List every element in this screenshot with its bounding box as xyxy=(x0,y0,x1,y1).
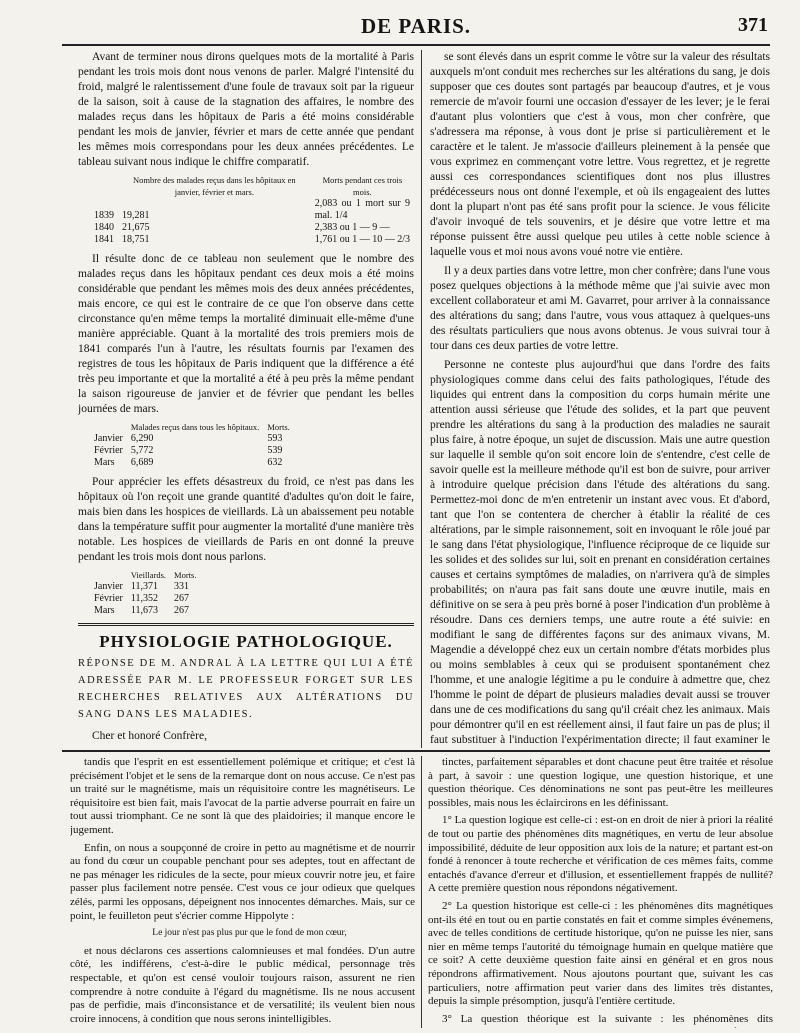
table-row: Janvier 6,290 593 xyxy=(94,433,283,444)
table-row: Mars 6,689 632 xyxy=(94,457,283,468)
elderly-table xyxy=(90,569,200,617)
table-row: Février 11,352 267 xyxy=(94,593,190,604)
feuilleton-rule xyxy=(62,750,770,752)
upper-right-column xyxy=(430,50,770,748)
upper-left-column xyxy=(78,50,414,748)
table-header: Morts. xyxy=(174,570,197,580)
paragraph: Il y a deux parties dans votre lettre, mon cher confrère; dans l'une vous posez quelques objections à la méthode même que j'ai suivie avec mon excellent collaborateur et ami M. Gavarret, pour arriver à la connaissance des altérations du sang; dans l'autre, vous vous attaquez à quelques-uns des résultats particuliers que nous avons obtenus. Je vous suivrai tour à tour dans ces deux parties de votre lettre. xyxy=(430,265,770,352)
paragraph: tandis que l'esprit en est essentiellement polémique et critique; et c'est là précisément l'objet et le sens de la remarque dont on nous accuse. Ce n'est pas un traité sur le magnétisme, mais un réquisitoire contre les magnétiseurs. Le réquisitoire est bien fait, mais l'avocat de la partie adverse pourrait en faire un tout aussi triomphant. Ce ne sont là que des plaidoiries; il manque encore le jugement. xyxy=(70,756,415,836)
section-title: PHYSIOLOGIE PATHOLOGIQUE. xyxy=(99,632,393,651)
running-header xyxy=(60,14,772,40)
paragraph: tinctes, parfaitement séparables et dont chacune peut être traitée et résolue à part, à savoir : une question logique, une question historique, et une question théorique. Ces dénominations ne sont pas peut-être les meilleures possibles, mais nous les éclaircirons en les définissant. xyxy=(428,756,773,809)
section-subtitle: RÉPONSE DE M. ANDRAL À LA LETTRE QUI LUI A ÉTÉ ADRESSÉE PAR M. LE PROFESSEUR FORGET SUR LES RECHERCHES RELATIVES AUX ALTÉRATIONS DU SANG DANS LES MALADIES. xyxy=(78,658,414,720)
paragraph: se sont élevés dans un esprit comme le vôtre sur la valeur des résultats auxquels m'ont conduit mes recherches sur les altérations du sang, je dois supposer que ces doutes sont partagés par beaucoup d'autres, et je vous remercie de m'avoir fourni une occasion d'essayer de les lever; je le ferai d'autant plus volontiers que c'est à vous, mon cher confrère, que s'adressera ma réponse, à vous dont je prise si particulièrement et le caractère et le talent. Je m'associe d'ailleurs pleinement à la pensée que vous exprimez en commençant votre lettre. Vous regrettez, et je regrette aussi ces correspondances scientifiques dont nos plus illustres prédécesseurs nous ont donné l'exemple, et où ils engageaient des luttes dont la plupart n'ont pas été sans profit pour la science. Je vous félicite d'avoir invoqué de tels souvenirs, et je désire que votre lettre et ma réponse puissent être aussi quelque peu utiles à cette noble science à laquelle vous et moi nous avons voué notre vie entière. xyxy=(430,51,770,258)
paragraph: 3° La question théorique est la suivante : les phénomènes dits xyxy=(442,1012,773,1025)
header-rule xyxy=(62,44,770,46)
table-header: Malades reçus dans tous les hôpitaux. xyxy=(130,422,260,432)
salutation: Cher et honoré Confrère, xyxy=(92,730,207,742)
table-header: Nombre des malades reçus dans les hôpitaux en janvier, février et mars. xyxy=(133,175,296,197)
paragraph: 1° La question logique est celle-ci : est-on en droit de nier à priori la réalité de tout ou partie des phénomènes dits magnétiques, en vertu de leur absolue impossibilité, déduite de leur opposition aux lois de la nature; et partant est-on fondé à renoncer à toute recherche et vérification de ces mêmes faits, comme entachés d'avance d'erreur et d'illusion, et essentiellement frappés de nullité? A cette première question nous répondons négativement. xyxy=(428,814,773,895)
paragraph: Enfin, on nous a soupçonné de croire in petto au magnétisme et de nourrir au fond du cœur un coupable penchant pour ses adeptes, tout en affectant de ne pas ménager les ridicules de la secte, pour mieux couvrir notre jeu, et faire passer plus facilement notre pensée. C'est vous ce jour odieux que quelques zélés, parmi les opposans, dépeignent nos innocentes démarches. Mais, sur ce point, le feuilleton peut s'écrier comme Hippolyte : xyxy=(70,841,415,922)
table-row: Mars 11,673 267 xyxy=(94,605,190,616)
paragraph: Pour apprécier les effets désastreux du froid, ce n'est pas dans les hôpitaux où l'on reçoit une grande quantité d'adultes qu'on doit le faire, mais bien dans les hospices de vieillards. Là un abaissement peu notable dans la température suffit pour augmenter la mortalité d'une manière très notable. Les hospices de vieillards de Paris en ont donné la preuve pendant les trois mois dont nous parlons. xyxy=(78,476,414,563)
page-number: 371 xyxy=(738,14,768,36)
verse-quote: Le jour n'est pas plus pur que le fond de mon cœur, xyxy=(152,928,347,939)
paragraph: Avant de terminer nous dirons quelques mots de la mortalité à Paris pendant les trois mois dont nous venons de parler. Malgré l'intensité du froid, malgré le ralentissement d'une foule de travaux soit par la rigueur de la saison, soit à cause de la stagnation des affaires, le nombre des malades reçus dans les hôpitaux de Paris a été moins considérable pendant les mois de janvier, février et mars de cette année que pendant les mêmes mois correspondans pour les deux années précédentes. Le tableau suivant nous indique le chiffre comparatif. xyxy=(78,51,414,168)
paragraph: et nous déclarons ces assertions calomnieuses et mal fondées. D'un autre côté, les indifférens, c'est-à-dire le public médical, personnage très respectable, et qu'on est censé vouloir toujours raison, assurent ne rien comprendre à notre conduite à l'égard du magnétisme. Ils ne nous accusent pas de perfidie, mais d'inconsistance et de versatilité; ils veulent bien nous croire innocens, à condition que nous serons inintelligibles. xyxy=(70,944,415,1025)
running-title: DE PARIS. xyxy=(360,14,472,38)
table-row: 1840 21,675 2,383 ou 1 — 9 — xyxy=(94,222,390,233)
table-row: 1841 18,751 1,761 ou 1 — 10 — 2/3 xyxy=(94,234,410,245)
table-header: Morts pendant ces trois mois. xyxy=(322,175,403,197)
column-divider xyxy=(421,50,422,748)
lower-left-column xyxy=(70,756,415,1028)
table-row: Janvier 11,371 331 xyxy=(94,581,190,592)
table-row: 1839 19,281 2,083 ou 1 mort sur 9 mal. 1/4 xyxy=(94,198,410,221)
admissions-table-years xyxy=(90,174,414,246)
paragraph: Personne ne conteste plus aujourd'hui que dans l'ordre des faits physiologiques comme dans celui des faits pathologiques, l'étude des liquides qui entrent dans la composition du corps humain mérite une attention aussi sérieuse que l'étude des solides, et la part que peuvent prendre les altérations du sang à la production des maladies ne saurait plus faire, à notre époque, un sujet de discussion. Mais une autre question sur laquelle il semble qu'on soit encore loin de s'entendre, c'est celle de savoir quelle est la meilleure méthode qu'il est bon de suivre, pour arriver à introduire quelque précision dans l'étude des altérations du sang. Permettez-moi donc de m'en entretenir un instant avec vous. Et d'abord, tant que l'on se contentera de chercher à établir la réalité de ces altérations, par le simple raisonnement, soit en invoquant le rôle joué par le sang dans l'état physiologique, l'influence réciproque de ce liquide sur les solides et des solides sur lui, soit en prenant en considération certaines causes et certains symptômes de maladies, on n'arrivera qu'à de simples probabilités; on n'aura pas fait sans doute une œuvre inutile, mais en définitive on se sera à peu près borné à poser l'indication d'un problème à résoudre. Dans ces derniers temps, une autre route a été suivie: en modifiant le sang de différentes façons sur des animaux vivans, M. Magendie a développé chez eux un certain nombre d'états morbides plus ou moins semblables à ceux qui se produisent spontanément chez l'homme, et une analogie légitime a pu le conduire à admettre que, chez l'homme le point de départ de plusieurs maladies devait aussi se trouver dans une de ces modifications du sang qu'il créait chez les animaux. Mais pour démontrer qu'il en est réellement ainsi, il faut faire un pas de plus; il faut substituer à l'induction l'expérimentation directe; il faut examiner le xyxy=(430,359,770,746)
section-rule xyxy=(78,623,414,626)
table-header: Vieillards. xyxy=(130,570,167,580)
column-divider xyxy=(421,756,422,1028)
table-header: Morts. xyxy=(267,422,290,432)
paragraph: 2° La question historique est celle-ci : les phénomènes dits magnétiques ont-ils été en tout ou en partie constatés en fait et comme simples événemens, avec de telles conditions de certitude historique, qu'on ne puisse les nier, sans nier en même temps l'autorité du témoignage humain en quelque matière que ce soit? A cette deuxième question faite ainsi en général et en gros nous répondrons affirmativement. Nous ajoutons pourtant que, suivant les cas particuliers, notre affirmation peut varier dans des limites très distantes, depuis la simple présomption, jusqu'à l'entière certitude. xyxy=(428,899,773,1008)
paragraph: Il résulte donc de ce tableau non seulement que le nombre des malades reçus dans les hôpitaux pendant ces deux mois a été moins considérable que pendant les mêmes mois des deux années précédentes, mais encore, ce qui est le contraire de ce que l'on observe dans cette circonstance qu'en même temps la mortalité diminuait elle-même d'une manière appréciable. Quant à la mortalité des trois premiers mois de 1841 comparés l'un à l'autre, les résultats fournis par l'examen des registres de tous les hôpitaux de Paris indiquent que la différence a été très peu importante et que la mortalité a été à peu près la même pendant la saison rigoureuse de janvier et de février que pendant les belles journées de mars. xyxy=(78,253,414,415)
lower-right-column xyxy=(428,756,773,1028)
admissions-table-months xyxy=(90,421,294,469)
table-row: Février 5,772 539 xyxy=(94,445,283,456)
